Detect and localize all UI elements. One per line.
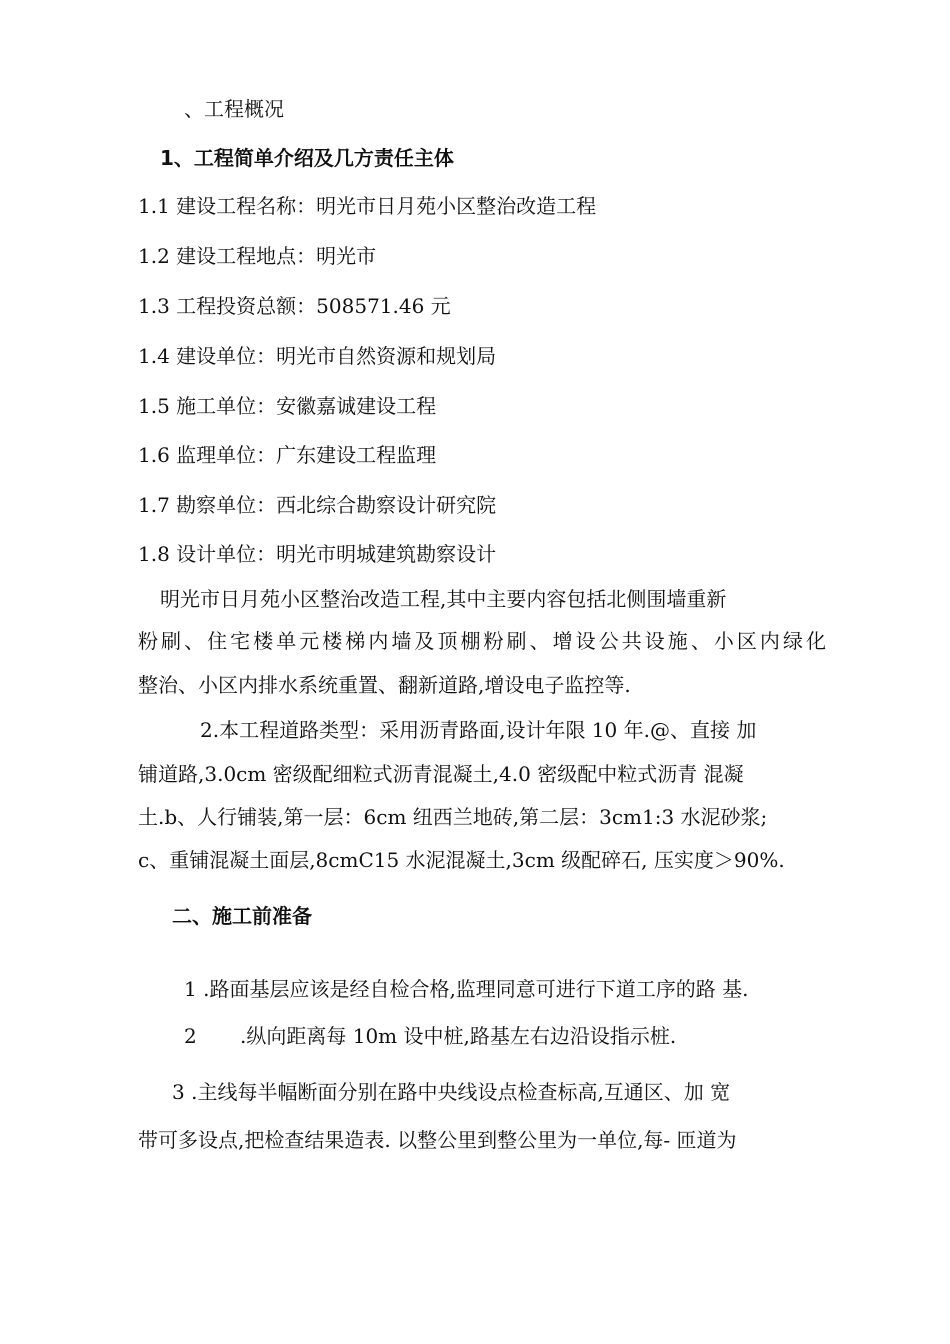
info-value: 明光市日月苑小区整治改造工程 — [316, 194, 597, 218]
subsection-heading-intro: 1、工程简单介绍及几方责任主体 — [160, 146, 454, 170]
info-label: 1.3 工程投资总额： — [138, 294, 317, 318]
road-type-line: 土.b、人行铺装,第一层：6cm 纽西兰地砖,第二层：3cm1:3 水泥砂浆; — [138, 805, 768, 829]
prep-item: 1 .路面基层应该是经自检合格,监理同意可进行下道工序的路 基. — [184, 977, 749, 1001]
info-label: 1.7 勘察单位： — [138, 493, 277, 517]
info-item — [138, 242, 376, 270]
prep-item: .纵向距离每 10m 设中桩,路基左右边沿设指示桩. — [240, 1024, 677, 1048]
info-value: 西北综合勘察设计研究院 — [276, 493, 497, 517]
info-label: 1.2 建设工程地点： — [138, 244, 317, 268]
info-item — [138, 192, 596, 220]
description-line: 明光市日月苑小区整治改造工程,其中主要内容包括北侧围墙重新 — [160, 587, 727, 611]
info-label: 1.1 建设工程名称： — [138, 194, 317, 218]
road-type-line: 2.本工程道路类型：采用沥青路面,设计年限 10 年.@、直接 加 — [200, 718, 757, 742]
description-line: 整治、小区内排水系统重置、翻新道路,增设电子监控等. — [138, 673, 631, 697]
info-value: 明光市 — [316, 244, 377, 268]
info-item — [138, 491, 496, 519]
road-type-line: 铺道路,3.0cm 密级配细粒式沥青混凝土,4.0 密级配中粒式沥青 混凝 — [138, 762, 744, 786]
info-value: 508571.46 元 — [316, 294, 451, 318]
info-value: 广东建设工程监理 — [276, 443, 437, 467]
info-value: 明光市自然资源和规划局 — [276, 344, 497, 368]
prep-item: 3 .主线每半幅断面分别在路中央线设点检查标高,互通区、加 宽 — [172, 1080, 731, 1104]
info-value: 安徽嘉诚建设工程 — [276, 394, 437, 418]
road-type-line: c、重铺混凝土面层,8cmC15 水泥混凝土,3cm 级配碎石, 压实度＞90%. — [138, 848, 785, 872]
info-label: 1.6 监理单位： — [138, 443, 277, 467]
info-item — [138, 441, 436, 469]
info-item — [138, 392, 436, 420]
prep-item-number: 2 — [184, 1024, 197, 1048]
section-heading-overview: 、工程概况 — [184, 97, 284, 121]
description-line: 粉刷、住宅楼单元楼梯内墙及顶棚粉刷、增设公共设施、小区内绿化 — [138, 629, 826, 653]
info-label: 1.8 设计单位： — [138, 542, 277, 566]
info-item — [138, 292, 451, 320]
info-label: 1.5 施工单位： — [138, 394, 277, 418]
info-item — [138, 540, 496, 568]
prep-item: 带可多设点,把检查结果造表. 以整公里到整公里为一单位,每- 匝道为 — [138, 1128, 737, 1152]
info-item — [138, 342, 496, 370]
info-value: 明光市明城建筑勘察设计 — [276, 542, 497, 566]
section-heading-preparation: 二、施工前准备 — [172, 904, 312, 928]
info-label: 1.4 建设单位： — [138, 344, 277, 368]
